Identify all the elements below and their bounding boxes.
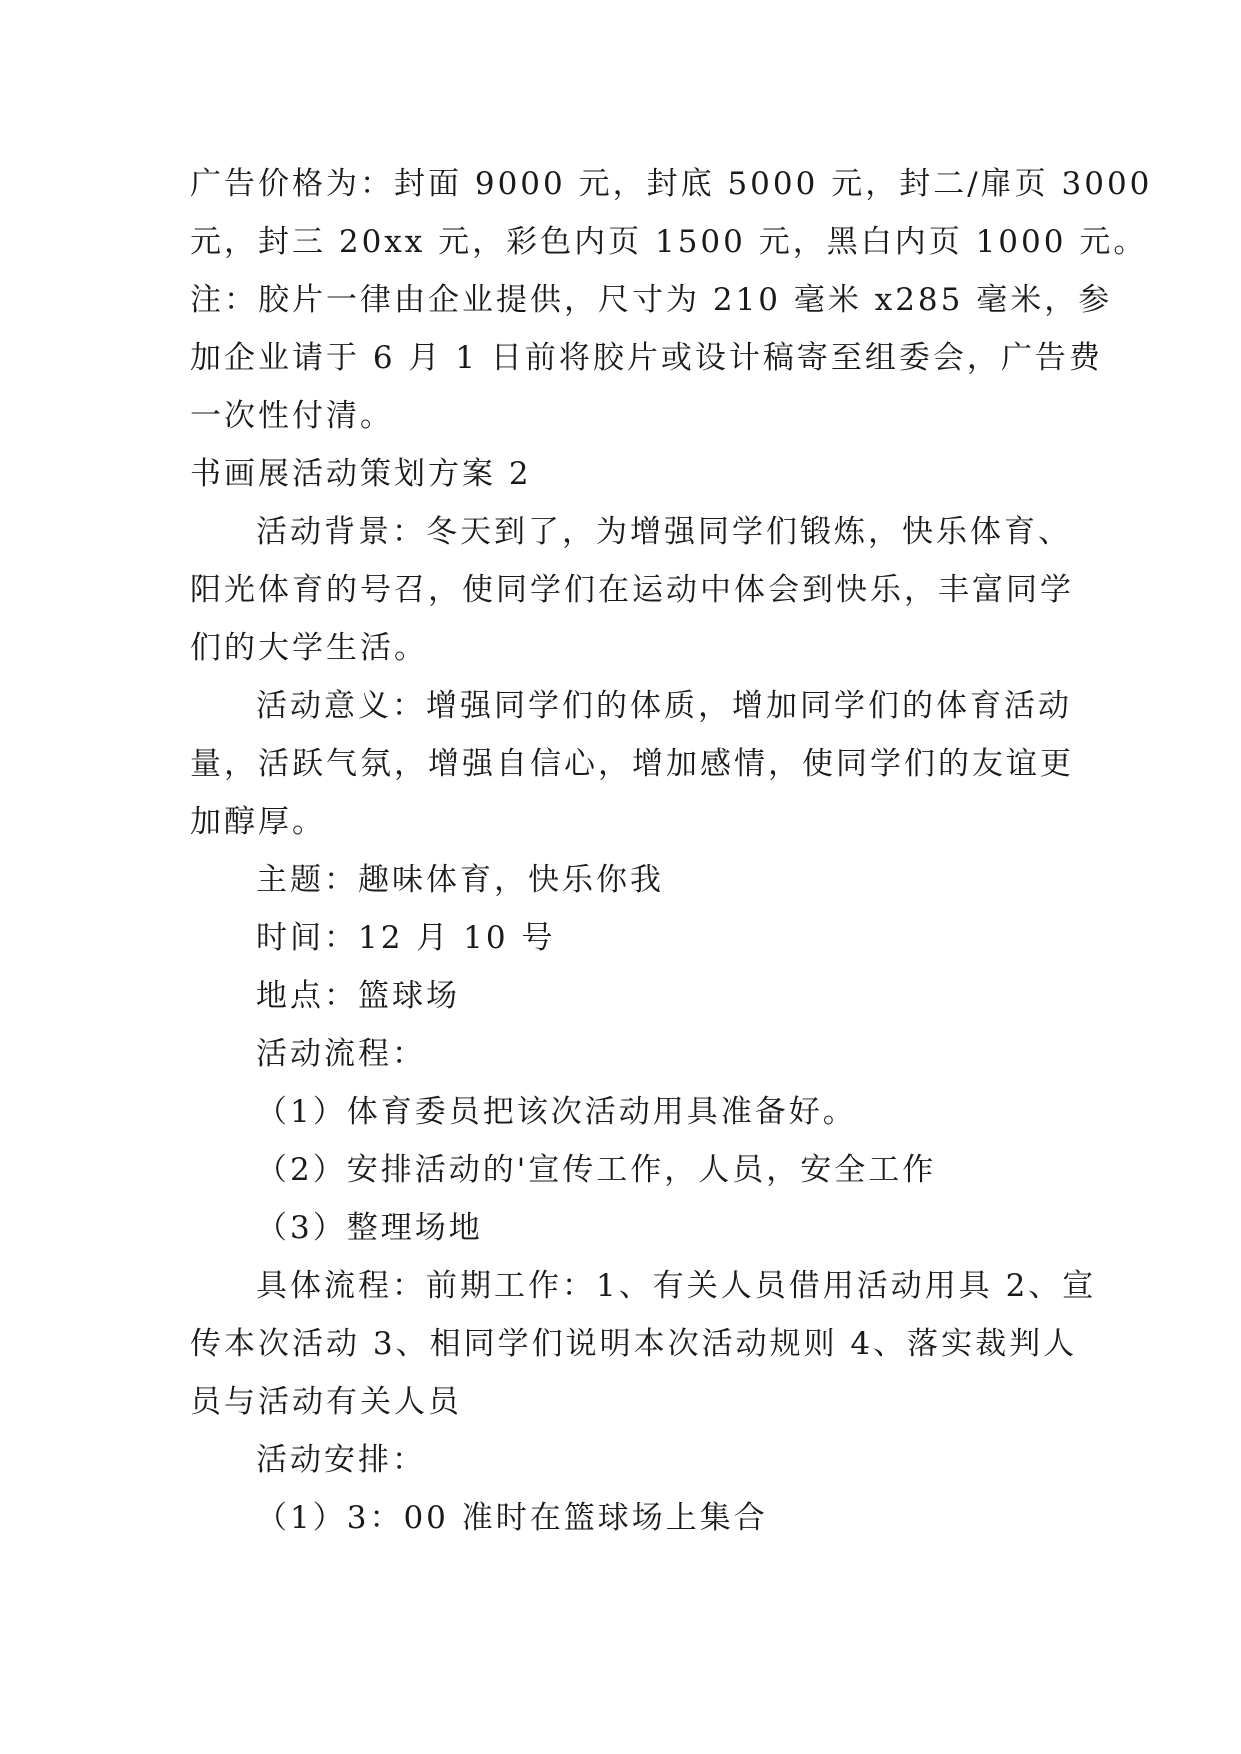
section-heading: 书画展活动策划方案 2 <box>190 456 532 492</box>
text-line: 量，活跃气氛，增强自信心，增加感情，使同学们的友谊更 <box>190 746 1074 782</box>
list-item: （1）体育委员把该次活动用具准备好。 <box>256 1094 857 1130</box>
text-line: 活动意义：增强同学们的体质，增加同学们的体育活动 <box>256 688 1072 724</box>
text-line: 一次性付清。 <box>190 398 394 434</box>
list-item: （2）安排活动的'宣传工作，人员，安全工作 <box>256 1152 937 1188</box>
text-line: 活动背景：冬天到了，为增强同学们锻炼，快乐体育、 <box>256 514 1072 550</box>
text-line: 地点：篮球场 <box>256 978 460 1014</box>
text-line: 阳光体育的号召，使同学们在运动中体会到快乐，丰富同学 <box>190 572 1074 608</box>
list-item: （1）3：00 准时在篮球场上集合 <box>256 1500 768 1536</box>
text-line: 广告价格为：封面 9000 元，封底 5000 元，封二/扉页 3000 <box>190 166 1153 202</box>
text-line: 们的大学生活。 <box>190 630 428 666</box>
text-line: 主题：趣味体育，快乐你我 <box>256 862 664 898</box>
text-line: 元，封三 20xx 元，彩色内页 1500 元，黑白内页 1000 元。 <box>190 224 1148 260</box>
text-line: 活动安排： <box>256 1442 426 1478</box>
text-line: 加企业请于 6 月 1 日前将胶片或设计稿寄至组委会，广告费 <box>190 340 1103 376</box>
text-line: 注：胶片一律由企业提供，尺寸为 210 毫米 x285 毫米，参 <box>190 282 1113 318</box>
text-line: 活动流程： <box>256 1036 426 1072</box>
text-line: 加醇厚。 <box>190 804 326 840</box>
text-line: 具体流程：前期工作：1、有关人员借用活动用具 2、宣 <box>256 1268 1097 1304</box>
text-line: 时间：12 月 10 号 <box>256 920 556 956</box>
text-line: 传本次活动 3、相同学们说明本次活动规则 4、落实裁判人 <box>190 1326 1078 1362</box>
list-item: （3）整理场地 <box>256 1210 483 1246</box>
text-line: 员与活动有关人员 <box>190 1384 462 1420</box>
